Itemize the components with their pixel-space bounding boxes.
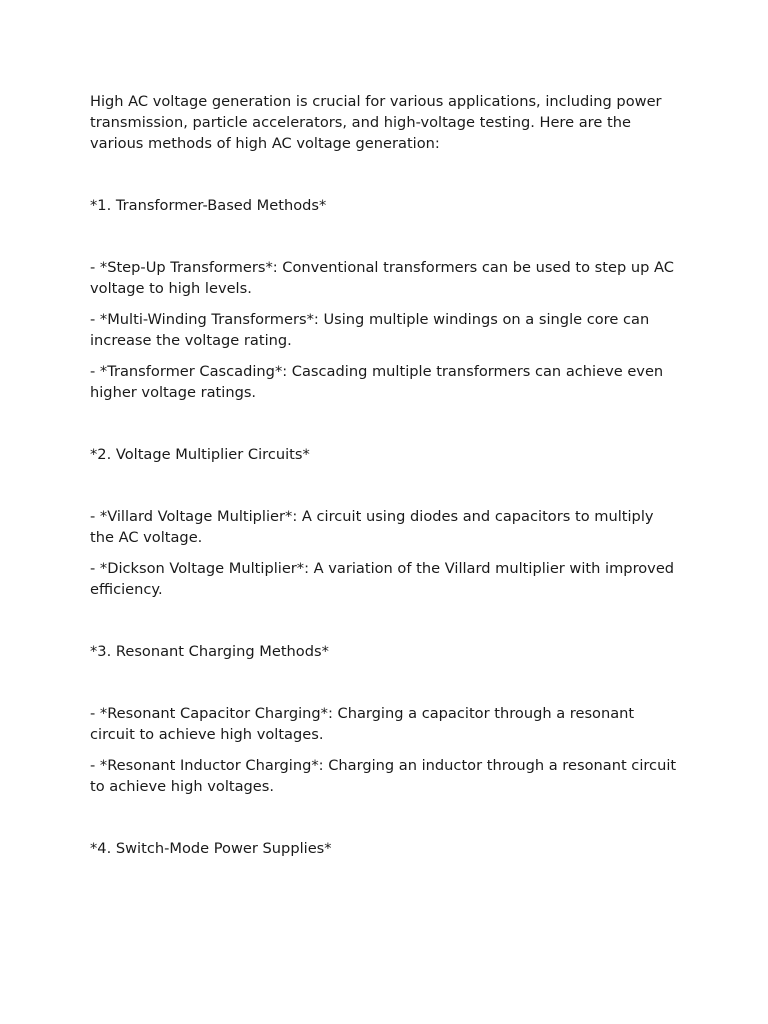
list-item-step-up-transformers: - *Step-Up Transformers*: Conventional transformers can be used to step up AC voltage to high levels. [90, 259, 674, 297]
section-heading-switch-mode-supplies: *4. Switch-Mode Power Supplies* [90, 840, 332, 857]
section-heading-voltage-multipliers: *2. Voltage Multiplier Circuits* [90, 446, 310, 463]
list-item-transformer-cascading: - *Transformer Cascading*: Cascading multiple transformers can achieve even higher voltage ratings. [90, 363, 664, 401]
section-heading-transformer-methods: *1. Transformer-Based Methods* [90, 197, 327, 214]
list-item-resonant-inductor-charging: - *Resonant Inductor Charging*: Charging an inductor through a resonant circuit to achieve high voltages. [90, 757, 677, 795]
document-body [90, 91, 680, 900]
list-item-resonant-capacitor-charging: - *Resonant Capacitor Charging*: Charging a capacitor through a resonant circuit to achieve high voltages. [90, 705, 635, 743]
list-item-multi-winding-transformers: - *Multi-Winding Transformers*: Using multiple windings on a single core can increase the voltage rating. [90, 311, 650, 349]
section-heading-resonant-charging: *3. Resonant Charging Methods* [90, 643, 329, 660]
list-item-dickson-multiplier: - *Dickson Voltage Multiplier*: A variation of the Villard multiplier with improved efficiency. [90, 560, 675, 598]
list-item-villard-multiplier: - *Villard Voltage Multiplier*: A circuit using diodes and capacitors to multiply the AC voltage. [90, 508, 654, 546]
intro-paragraph: High AC voltage generation is crucial for various applications, including power transmission, particle accelerators, and high-voltage testing. Here are the various methods of high AC voltage generation: [90, 93, 662, 152]
